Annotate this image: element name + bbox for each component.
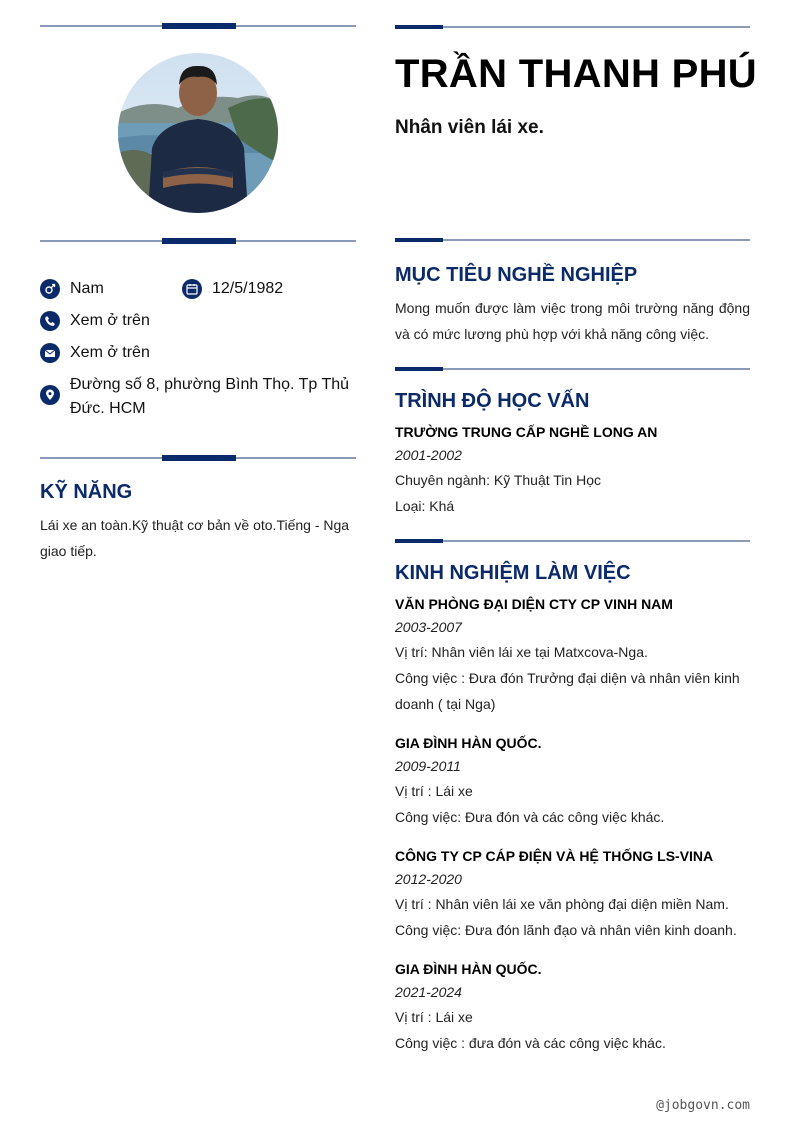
right-divider-education (395, 368, 750, 370)
right-divider-experience (395, 540, 750, 542)
education-major: Chuyên ngành: Kỹ Thuật Tin Học (395, 472, 601, 488)
phone-icon (40, 311, 60, 331)
school-name: TRƯỜNG TRUNG CẤP NGHỀ LONG AN (395, 424, 658, 440)
phone-row (40, 309, 150, 333)
job-title: Nhân viên lái xe. (395, 117, 544, 138)
experience-position: Vị trí : Lái xe (395, 1009, 473, 1025)
objective-text: Mong muốn được làm việc trong môi trường năng động và có mức lương phù hợp với khả năng công việc. (395, 300, 750, 342)
phone-text: Xem ở trên (70, 312, 150, 329)
experience-duty: Công việc : Đưa đón Trưởng đại diện và nhân viên kinh doanh ( tại Nga) (395, 670, 740, 712)
email-text: Xem ở trên (70, 344, 150, 361)
gender-icon (40, 279, 60, 299)
experience-title: KINH NGHIỆM LÀM VIỆC (395, 562, 631, 584)
birthdate-text: 12/5/1982 (212, 280, 284, 297)
experience-duty: Công việc : đưa đón và các công việc khác. (395, 1035, 666, 1051)
experience-position: Vị trí : Lái xe (395, 783, 473, 799)
skills-title: KỸ NĂNG (40, 481, 133, 503)
profile-photo (118, 53, 278, 213)
right-divider-top (395, 26, 750, 28)
experience-org: GIA ĐÌNH HÀN QUỐC. (395, 961, 542, 977)
left-divider-info (40, 240, 356, 242)
right-divider-objective (395, 239, 750, 241)
mail-icon (40, 343, 60, 363)
calendar-icon (182, 279, 202, 299)
address-text: Đường số 8, phường Bình Thọ. Tp Thủ Đức. HCM (70, 376, 350, 417)
experience-period: 2012-2020 (395, 871, 462, 887)
experience-org: VĂN PHÒNG ĐẠI DIỆN CTY CP VINH NAM (395, 596, 673, 612)
education-grade: Loại: Khá (395, 498, 455, 514)
watermark: @jobgovn.com (656, 1098, 750, 1113)
gender-row (40, 277, 104, 301)
experience-position: Vị trí : Nhân viên lái xe văn phòng đại diện miền Nam. (395, 896, 729, 912)
experience-org: CÔNG TY CP CÁP ĐIỆN VÀ HỆ THỐNG LS-VINA (395, 848, 714, 864)
education-title: TRÌNH ĐỘ HỌC VẤN (395, 390, 590, 412)
experience-org: GIA ĐÌNH HÀN QUỐC. (395, 735, 542, 751)
location-icon (40, 385, 60, 405)
experience-period: 2003-2007 (395, 619, 462, 635)
left-divider-top (40, 25, 356, 27)
experience-duty: Công việc: Đưa đón lãnh đạo và nhân viên kinh doanh. (395, 922, 737, 938)
experience-position: Vị trí: Nhân viên lái xe tại Matxcova-Nga. (395, 644, 648, 660)
email-row (40, 341, 150, 365)
candidate-name: TRẦN THANH PHÚ (395, 52, 757, 96)
left-divider-skills (40, 457, 356, 459)
gender-text: Nam (70, 280, 104, 297)
birthdate-row (182, 277, 283, 301)
address-row (40, 373, 356, 421)
avatar (118, 53, 278, 213)
experience-duty: Công việc: Đưa đón và các công việc khác. (395, 809, 665, 825)
experience-period: 2021-2024 (395, 984, 462, 1000)
objective-title: MỤC TIÊU NGHỀ NGHIỆP (395, 264, 638, 286)
education-period: 2001-2002 (395, 447, 462, 463)
skills-text: Lái xe an toàn.Kỹ thuật cơ bản về oto.Tiếng - Nga giao tiếp. (40, 517, 350, 559)
experience-period: 2009-2011 (395, 758, 461, 774)
